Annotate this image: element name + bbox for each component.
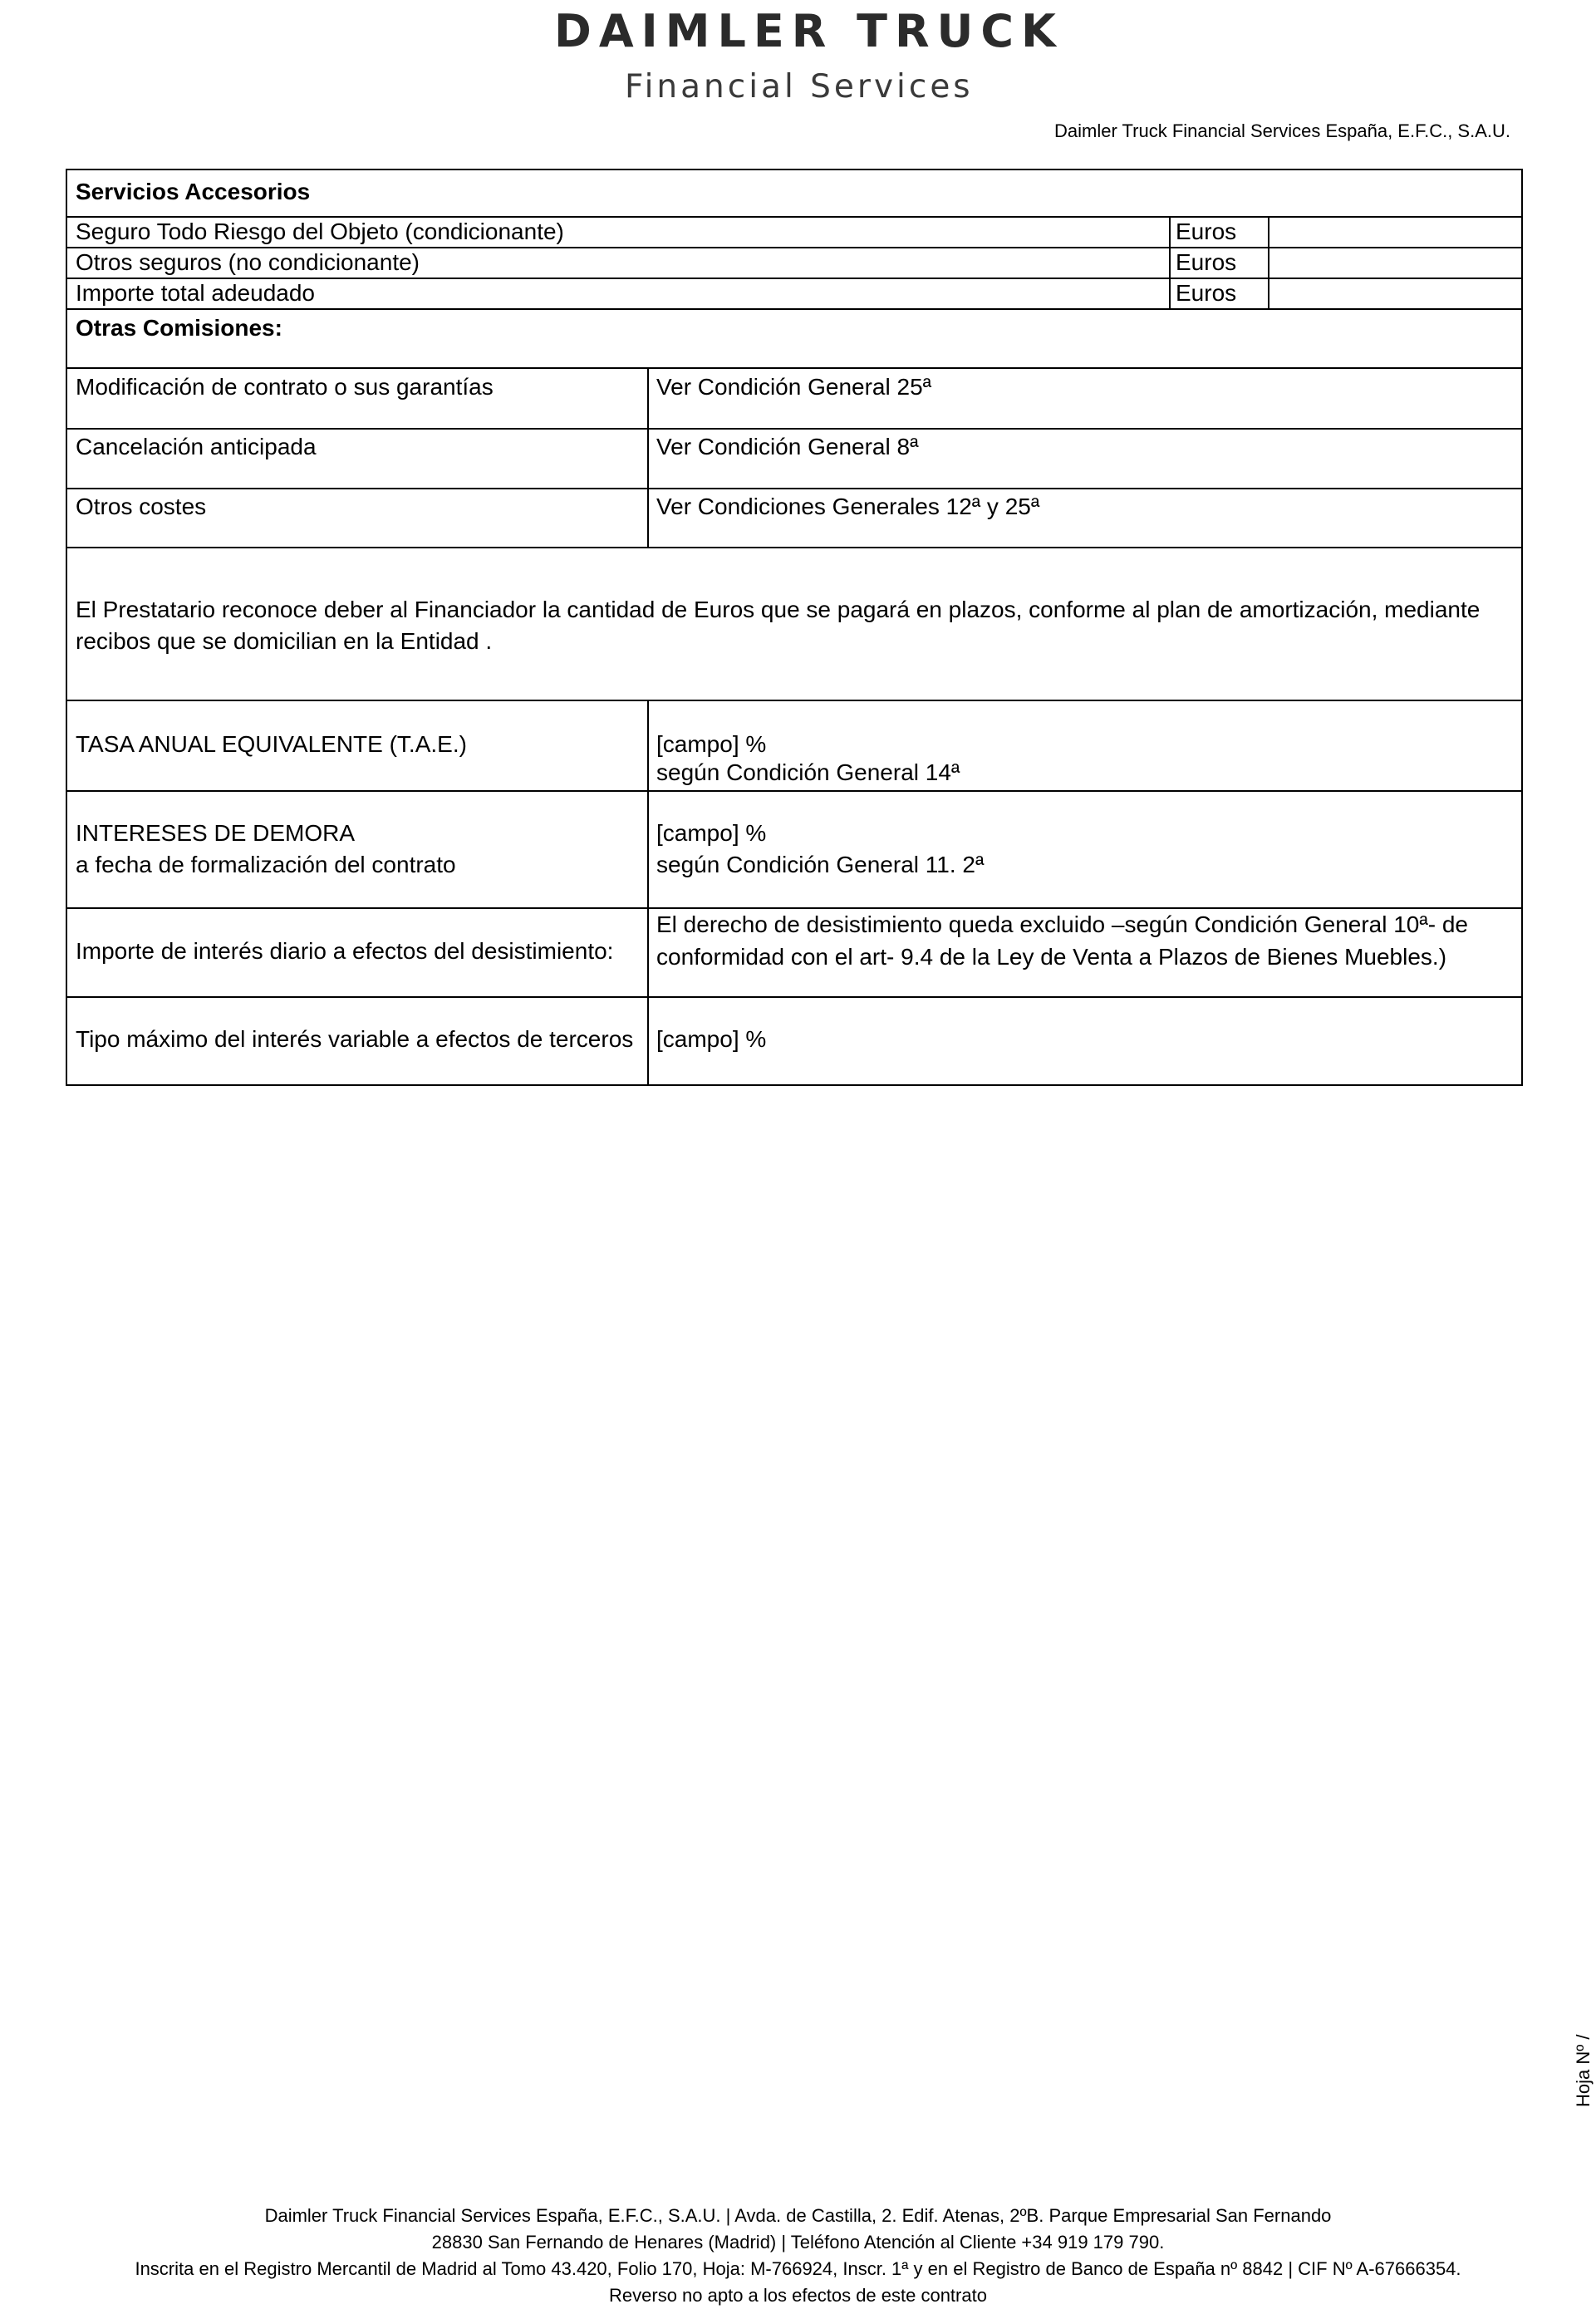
demora-sublabel: a fecha de formalización del contrato	[76, 852, 456, 877]
comision-label: Otros costes	[76, 494, 207, 519]
company-name-header: Daimler Truck Financial Services España, E.F.C., S.A.U.	[1054, 120, 1510, 141]
logo-wordmark: DAIMLER TRUCK	[554, 5, 1063, 57]
tasas-table	[66, 700, 1523, 1086]
otras-comisiones-title: Otras Comisiones:	[76, 315, 282, 341]
comision-value: Ver Condición General 8ª	[656, 434, 919, 459]
desistimiento-value-line2: conformidad con el art- 9.4 de la Ley de Venta a Plazos de Bienes Muebles.)	[656, 944, 1447, 970]
servicios-row-label: Importe total adeudado	[76, 280, 315, 306]
servicios-title: Servicios Accesorios	[76, 179, 311, 204]
comision-value: Ver Condición General 25ª	[656, 374, 932, 400]
declaracion-text: El Prestatario reconoce deber al Financiador la cantidad de Euros que se pagará en plazos, conforme al plan de amortización, mediante recibos que se domicilian en la Entidad .	[76, 597, 1481, 654]
servicios-row-unit: Euros	[1176, 249, 1237, 275]
demora-reference: según Condición General 11. 2ª	[656, 852, 985, 877]
logo-subtitle: Financial Services	[625, 68, 974, 106]
footer-line: Inscrita en el Registro Mercantil de Madrid al Tomo 43.420, Folio 170, Hoja: M-766924, Inscr. 1ª y en el Registro de Banco de España nº 8842 | CIF Nº A-67666354.	[135, 2258, 1461, 2279]
tae-label: TASA ANUAL EQUIVALENTE (T.A.E.)	[76, 731, 467, 757]
tae-reference: según Condición General 14ª	[656, 759, 960, 785]
comision-label: Modificación de contrato o sus garantías	[76, 374, 494, 400]
demora-value: [campo] %	[656, 820, 767, 846]
footer-line: 28830 San Fernando de Henares (Madrid) | Teléfono Atención al Cliente +34 919 179 790.	[431, 2232, 1165, 2253]
footer-line: Daimler Truck Financial Services España, E.F.C., S.A.U. | Avda. de Castilla, 2. Edif. Atenas, 2ºB. Parque Empresarial San Fernando	[264, 2205, 1332, 2226]
comisiones-table	[66, 367, 1523, 548]
demora-label: INTERESES DE DEMORA	[76, 820, 356, 846]
servicios-accesorios-table	[66, 169, 1523, 369]
declaracion-box	[66, 547, 1523, 701]
tipo-maximo-label: Tipo máximo del interés variable a efectos de terceros	[76, 1026, 634, 1052]
servicios-row-unit: Euros	[1176, 280, 1237, 306]
servicios-row-label: Otros seguros (no condicionante)	[76, 249, 420, 275]
servicios-row-unit: Euros	[1176, 219, 1237, 244]
comision-label: Cancelación anticipada	[76, 434, 317, 459]
tae-value: [campo] %	[656, 731, 767, 757]
comision-value: Ver Condiciones Generales 12ª y 25ª	[656, 494, 1040, 519]
footer	[0, 2203, 1596, 2309]
tipo-maximo-value: [campo] %	[656, 1026, 767, 1052]
desistimiento-label: Importe de interés diario a efectos del desistimiento:	[76, 938, 614, 964]
desistimiento-value-line1: El derecho de desistimiento queda excluido –según Condición General 10ª- de	[656, 911, 1468, 937]
footer-line: Reverso no apto a los efectos de este contrato	[609, 2285, 987, 2306]
hoja-number: Hoja Nº /	[1573, 2034, 1594, 2107]
servicios-row-label: Seguro Todo Riesgo del Objeto (condicionante)	[76, 219, 564, 244]
